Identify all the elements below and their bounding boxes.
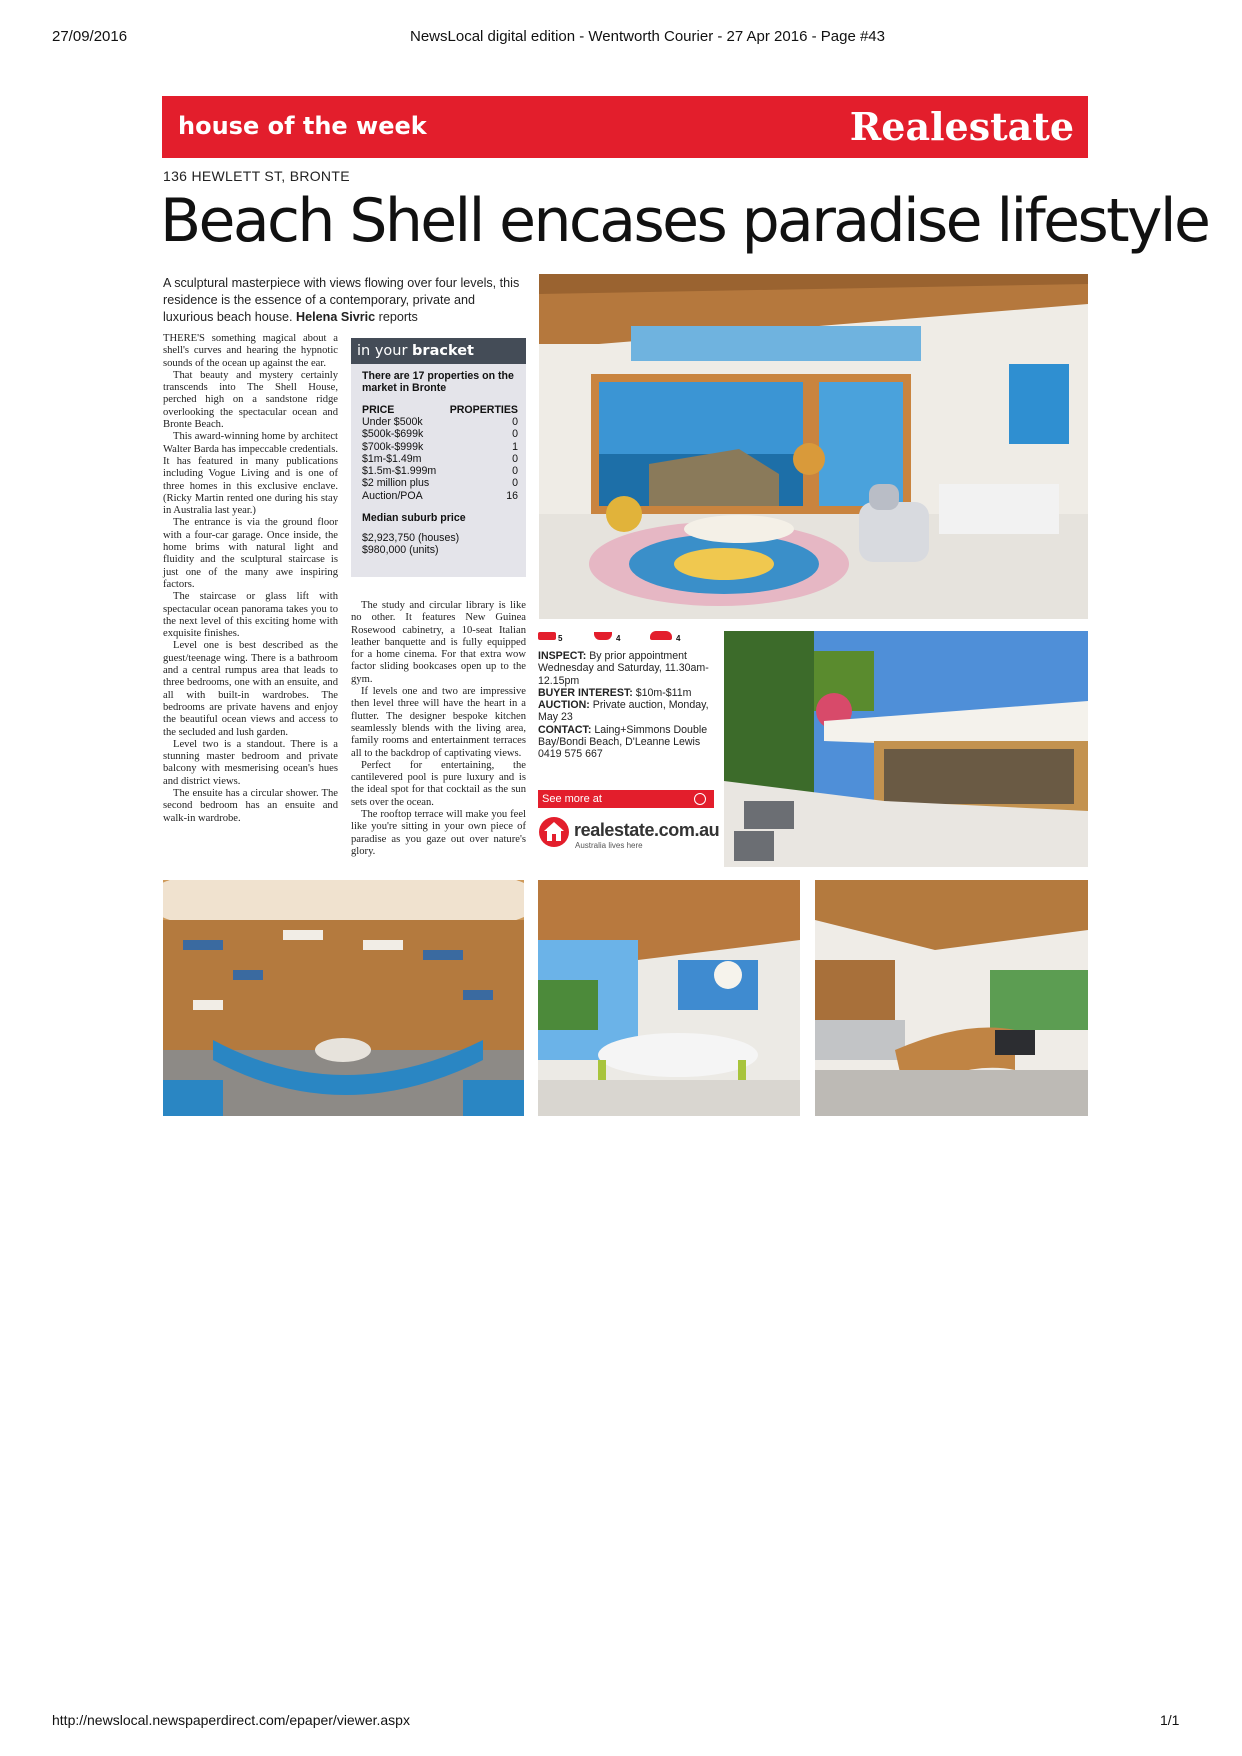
auction-value: Private auction, Monday, May 23 <box>538 699 709 724</box>
print-url: http://newslocal.newspaperdirect.com/epaper/viewer.aspx <box>52 1712 410 1728</box>
paragraph: The study and circular library is like no other. It features New Guinea Rosewood cabinetry, a 10-seat Italian leather banquette and is fully equipped for a home cinema. For that extra wow factor sliding bookcases open up to the gym. <box>351 600 526 685</box>
price-cell: $1m-$1.49m <box>362 452 422 465</box>
paragraph: If levels one and two are impressive then level three will have the heart in a flutter. The designer bespoke kitchen seamlessly blends with the living area, family rooms and entertainment terraces all to the backdrop of captivating views. <box>351 686 526 759</box>
article-column-2 <box>351 600 526 858</box>
bracket-title-prefix: in your <box>357 343 408 359</box>
table-row <box>362 465 518 477</box>
paragraph: Level two is a standout. There is a stunning master bedroom and private balcony with mesmerising ocean's hues and district views. <box>163 738 338 787</box>
site-tagline: Australia lives here <box>575 841 643 850</box>
photo-living-room <box>539 274 1088 619</box>
contact-label: CONTACT: <box>538 723 592 736</box>
inspect-line <box>538 650 714 687</box>
count-cell: 0 <box>512 477 518 490</box>
brand-logo: Realestate <box>849 104 1074 149</box>
bed-icon <box>538 632 556 640</box>
table-row <box>362 441 518 453</box>
count-cell: 0 <box>512 428 518 441</box>
photo-library <box>163 880 524 1116</box>
price-bracket-box <box>351 338 526 577</box>
table-row <box>362 428 518 440</box>
standfirst-text: A sculptural masterpiece with views flowing over four levels, this residence is the essence of a contemporary, private and luxurious beach house. <box>163 276 520 324</box>
bracket-table-header <box>362 404 518 416</box>
table-row <box>362 490 518 502</box>
count-cell: 0 <box>512 465 518 478</box>
price-cell: $2 million plus <box>362 477 430 490</box>
buyer-label: BUYER INTEREST: <box>538 686 633 699</box>
paragraph: The ensuite has a circular shower. The second bedroom has an ensuite and walk-in wardrobe. <box>163 787 338 824</box>
bath-icon <box>594 632 612 640</box>
section-label: house of the week <box>178 112 427 140</box>
price-cell: $700k-$999k <box>362 440 424 453</box>
inspect-value: By prior appointment Wednesday and Saturday, 11.30am-12.15pm <box>538 650 709 687</box>
print-date: 27/09/2016 <box>52 28 128 45</box>
bracket-title-bold: bracket <box>412 343 474 359</box>
photo-kitchen <box>815 880 1088 1116</box>
price-cell: Under $500k <box>362 416 423 428</box>
auction-line <box>538 699 714 724</box>
print-title: NewsLocal digital edition - Wentworth Courier - 27 Apr 2016 - Page #43 <box>410 28 885 45</box>
byline-name: Helena Sivric <box>296 310 376 324</box>
photo-dining <box>538 880 800 1116</box>
realestate-logo[interactable] <box>538 816 718 852</box>
byline-suffix: reports <box>378 310 418 324</box>
print-page-number: 1/1 <box>1160 1712 1180 1728</box>
median-houses: $2,923,750 (houses) <box>362 532 460 545</box>
properties-column-header: PROPERTIES <box>449 404 518 416</box>
car-icon <box>650 631 672 640</box>
article-column-1 <box>163 333 338 825</box>
paragraph: Perfect for entertaining, the cantilevered pool is pure luxury and is the ideal spot for that cocktail as the sun sets over the ocean. <box>351 759 526 808</box>
property-address: 136 HEWLETT ST, BRONTE <box>163 168 350 184</box>
bracket-heading <box>351 338 526 364</box>
contact-line <box>538 724 714 761</box>
site-name: realestate.com.au <box>574 820 720 840</box>
see-more-link[interactable] <box>538 790 714 808</box>
baths-count: 4 <box>616 634 621 643</box>
section-banner <box>162 96 1088 158</box>
paragraph: The staircase or glass lift with spectacular ocean panorama takes you to the next level of this exciting home with exquisite finishes. <box>163 591 338 640</box>
see-more-label: See more at <box>542 793 602 805</box>
paragraph: The entrance is via the ground floor with a four-car garage. Once inside, the home brims with natural light and fluidity and the sculptural staircase is just one of the many awe inspiring factors. <box>163 517 338 590</box>
auction-label: AUCTION: <box>538 699 590 712</box>
feature-icons <box>538 630 718 646</box>
paragraph: Level one is best described as the guest/teenage wing. There is a bathroom and a central rumpus area that leads to three bedrooms, one with an ensuite, and all with built-in wardrobes. The bedrooms are private havens and enjoy the beautiful ocean views and access to the secluded and lush garden. <box>163 640 338 738</box>
price-cell: Auction/POA <box>362 489 423 502</box>
paragraph: That beauty and mystery certainly transcends into The Shell House, perched high on a sandstone ridge overlooking the spectacular ocean and Bronte Beach. <box>163 369 338 431</box>
median-title: Median suburb price <box>362 512 466 525</box>
price-cell: $1.5m-$1.999m <box>362 465 437 478</box>
beds-count: 5 <box>558 634 563 643</box>
median-units: $980,000 (units) <box>362 544 439 557</box>
cars-count: 4 <box>676 634 681 643</box>
standfirst <box>163 275 523 326</box>
table-row <box>362 453 518 465</box>
count-cell: 0 <box>512 416 518 428</box>
paragraph: The rooftop terrace will make you feel like you're sitting in your own piece of paradise as you gaze out over nature's glory. <box>351 809 526 857</box>
inspect-label: INSPECT: <box>538 650 587 662</box>
contact-value: Laing+Simmons Double Bay/Bondi Beach, D'Leanne Lewis 0419 575 667 <box>538 723 708 761</box>
bracket-intro: There are 17 properties on the market in Bronte <box>362 370 514 394</box>
photo-terrace <box>724 631 1088 867</box>
price-column-header: PRICE <box>362 404 395 416</box>
headline: Beach Shell encases paradise lifestyle <box>160 186 1209 256</box>
buyer-value: $10m-$11m <box>635 686 692 699</box>
paragraph: THERE'S something magical about a shell's curves and hearing the hypnotic sounds of the ocean up against the ear. <box>163 333 338 369</box>
listing-info <box>538 650 714 761</box>
table-row <box>362 477 518 489</box>
count-cell: 16 <box>506 489 518 502</box>
mobile-icon <box>694 793 706 805</box>
house-logo-icon <box>538 816 570 848</box>
buyer-line <box>538 687 714 699</box>
count-cell: 0 <box>512 452 518 465</box>
table-row <box>362 416 518 428</box>
price-cell: $500k-$699k <box>362 428 424 441</box>
paragraph: This award-winning home by architect Walter Barda has impeccable credentials. It has featured in many publications including Vogue Living and is one of three homes in this exclusive enclave. (Ricky Martin rented one during his stay in Australia last year.) <box>163 431 338 517</box>
count-cell: 1 <box>512 440 518 453</box>
